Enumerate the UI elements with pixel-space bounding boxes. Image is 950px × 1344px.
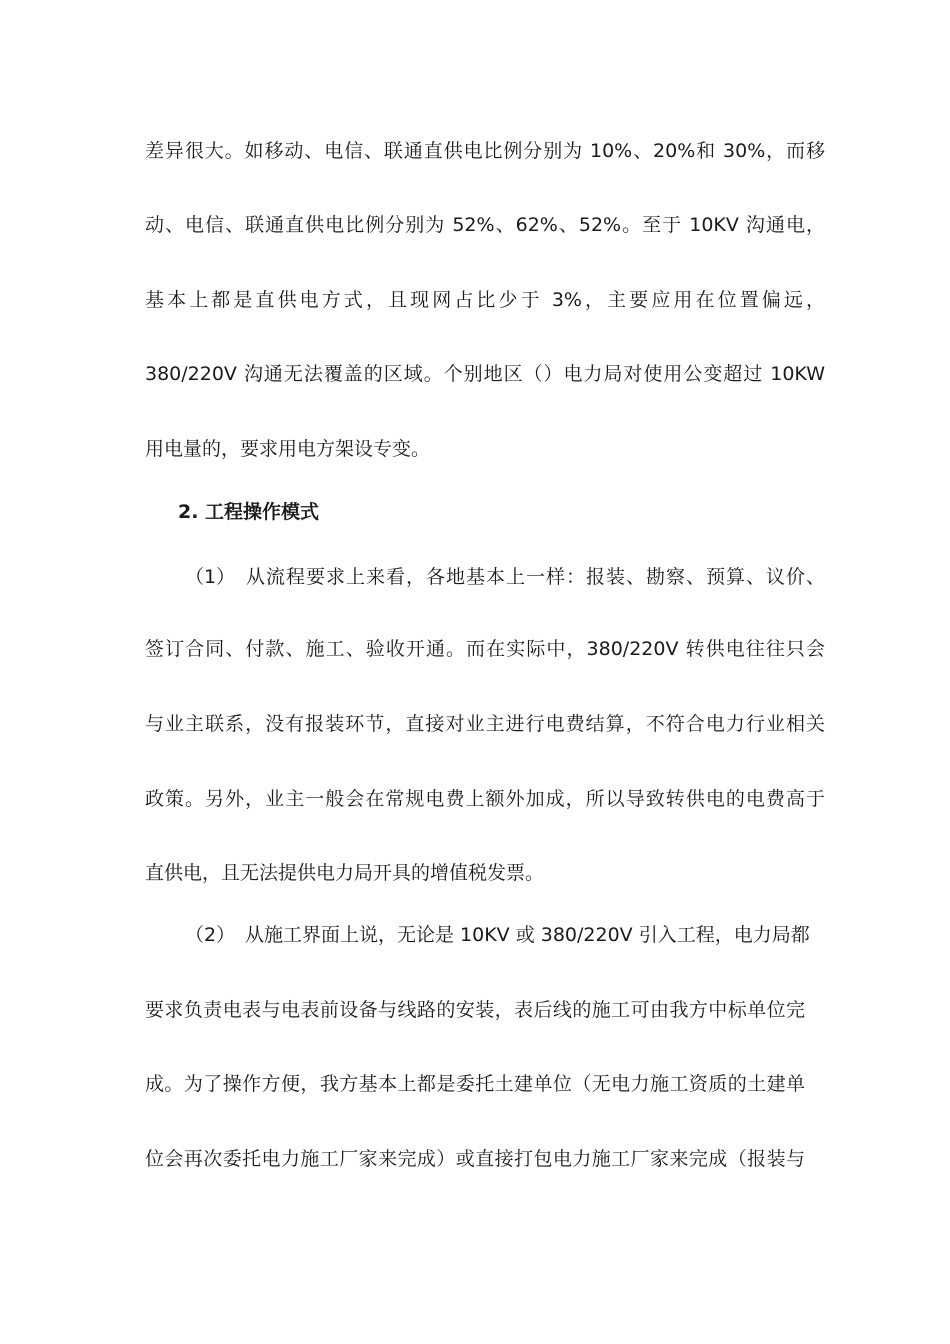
paragraph-line: 差异很大。如移动、电信、联通直供电比例分别为 10%、20%和 30%，而移 xyxy=(145,140,825,162)
list-item-first-line xyxy=(185,564,825,590)
list-item-text: 从流程要求上来看，各地基本上一样：报装、勘察、预算、议价、 xyxy=(245,566,825,588)
paragraph-line: 政策。另外，业主一般会在常规电费上额外加成，所以导致转供电的电费高于 xyxy=(145,788,825,810)
paragraph-line: 基本上都是直供电方式，且现网占比少于 3%，主要应用在位置偏远， xyxy=(145,289,825,311)
paragraph-line: 380/220V 沟通无法覆盖的区域。个别地区（）电力局对使用公变超过 10KW xyxy=(145,363,825,385)
list-item-first-line xyxy=(185,922,810,948)
paragraph-line: 要求负责电表与电表前设备与线路的安装，表后线的施工可由我方中标单位完 xyxy=(145,999,805,1021)
paragraph-line: 直供电，且无法提供电力局开具的增值税发票。 xyxy=(145,862,545,884)
paragraph-line: 与业主联系，没有报装环节，直接对业主进行电费结算，不符合电力行业相关 xyxy=(145,713,825,735)
list-item-label: （1） xyxy=(185,566,236,588)
paragraph-line: 动、电信、联通直供电比例分别为 52%、62%、52%。至于 10KV 沟通电， xyxy=(145,214,825,236)
list-item-text: 从施工界面上说，无论是 10KV 或 380/220V 引入工程，电力局都 xyxy=(245,924,810,946)
paragraph-line: 成。为了操作方便，我方基本上都是委托土建单位（无电力施工资质的土建单 xyxy=(145,1073,805,1095)
paragraph-line: 用电量的，要求用电方架设专变。 xyxy=(145,438,431,460)
paragraph-line: 位会再次委托电力施工厂家来完成）或直接打包电力施工厂家来完成（报装与 xyxy=(145,1148,805,1170)
paragraph-line: 签订合同、付款、施工、验收开通。而在实际中，380/220V 转供电往往只会 xyxy=(145,638,825,660)
list-item-label: （2） xyxy=(185,924,236,946)
section-heading: 2. 工程操作模式 xyxy=(178,501,320,523)
